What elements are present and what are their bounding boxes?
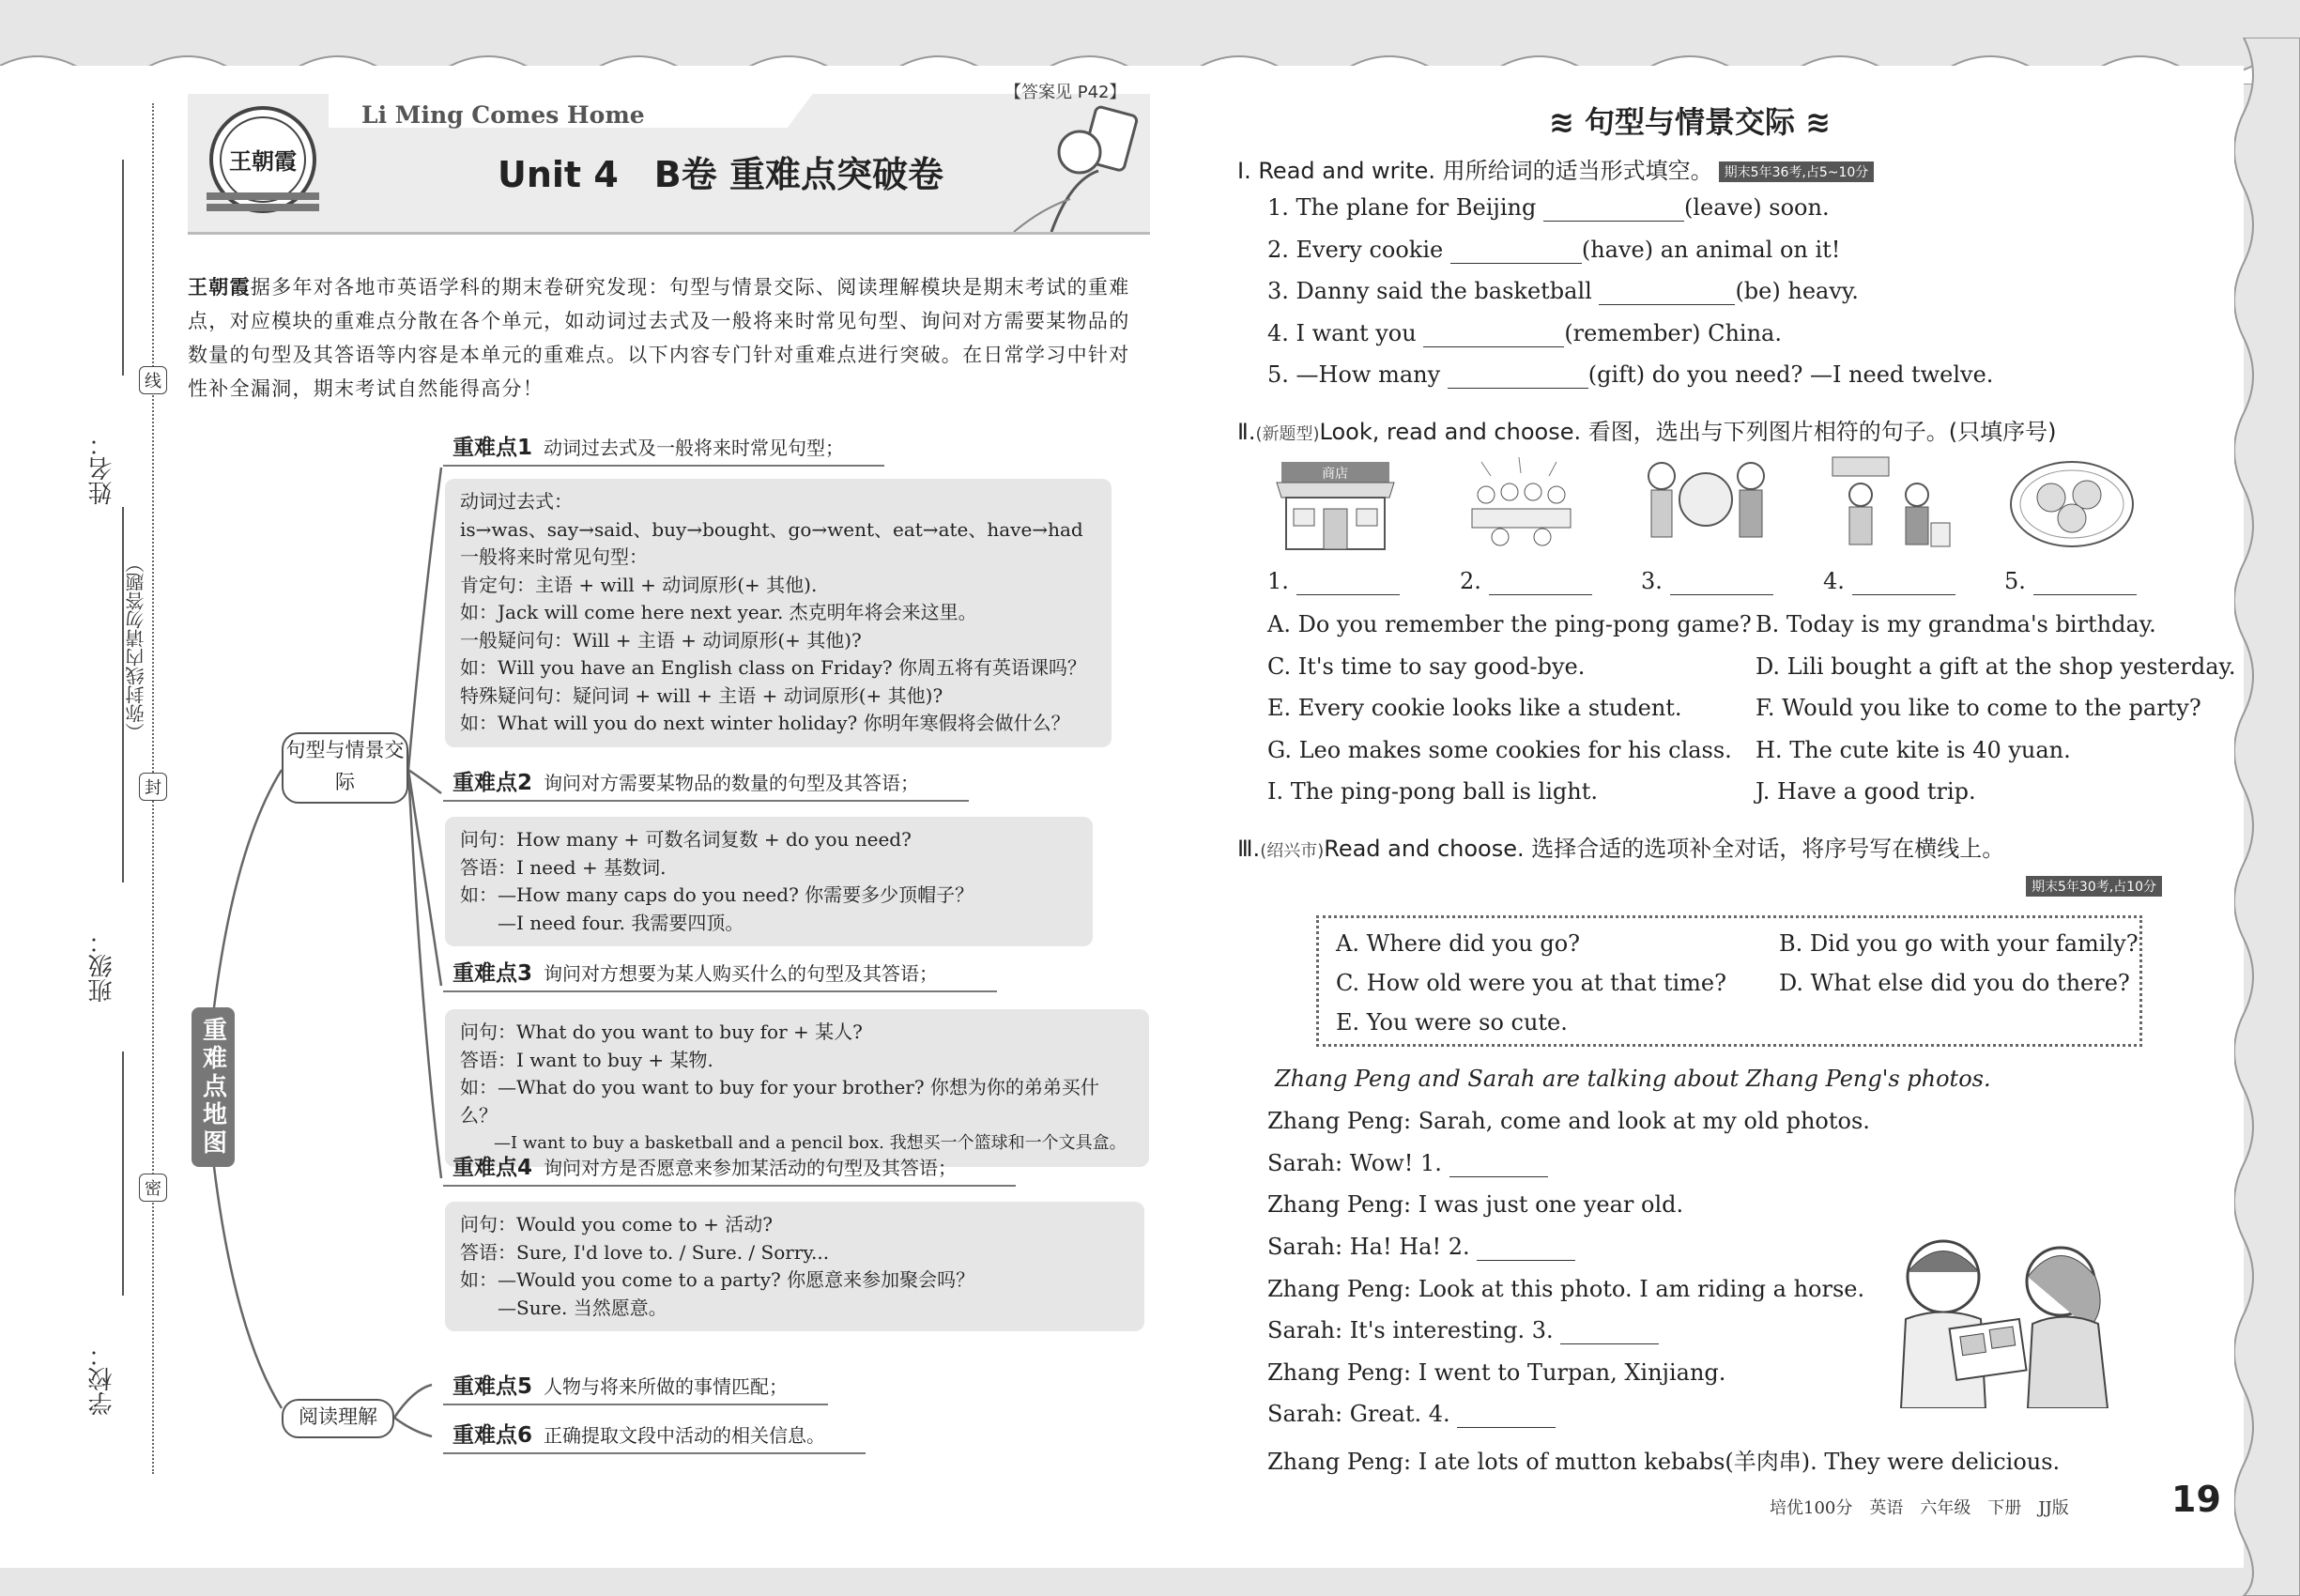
key-point-3: 重难点3 询问对方想要为某人购买什么的句型及其答语； [452, 956, 938, 987]
class-line[interactable] [122, 507, 124, 882]
class-label: 班级： [88, 929, 116, 1003]
box-past-future: 动词过去式： is→was、say→said、buy→bought、go→went、eat→ate、have→had 一般将来时常见句型： 肯定句：主语 + will + 动词原形(+ 其他). 如：Jack will come here next year. 杰克明年将会来这里。 一般疑问句：Will + 主语 + 动词原形(+ 其他)? 如：Will you have an English class on Friday? 你周五将有英语课吗？ 特殊疑问句：疑问词 + will + 主语 + 动词原形(+ 其他)? 如：What will you do next winter holiday? 你明年寒假将会做什么？ [445, 479, 1112, 747]
key-point-1: 重难点1 动词过去式及一般将来时常见句型； [452, 430, 844, 461]
dialogue-line-5: Zhang Peng: Look at this photo. I am riding a horse. [1267, 1276, 1865, 1302]
picture-answer-1: 1. [1267, 568, 1400, 595]
picture-answer-2: 2. [1460, 568, 1592, 595]
name-line[interactable] [122, 160, 124, 376]
dialogue-line-6: Sarah: It's interesting. 3. [1267, 1317, 1659, 1344]
dialogue-line-1: Zhang Peng: Sarah, come and look at my old photos. [1267, 1108, 1870, 1134]
picture-answer-4: 4. [1823, 568, 1955, 595]
option-c: C. It's time to say good-bye. [1267, 653, 1586, 680]
unit-header [188, 83, 1150, 235]
box-would-you: 问句：Would you come to + 活动? 答语：Sure, I'd love to. / Sure. / Sorry... 如：—Would you come to a party? 你愿意来参加聚会吗？ —Sure. 当然愿意。 [445, 1202, 1144, 1331]
intro-paragraph [188, 270, 1150, 406]
lesson-subtitle: Li Ming Comes Home [361, 101, 645, 129]
mindmap-root: 重难点地图 [192, 1007, 235, 1167]
option-h: H. The cute kite is 40 yuan. [1756, 737, 2071, 763]
choice-box [1316, 915, 2142, 1047]
option-g: G. Leo makes some cookies for his class. [1267, 737, 1732, 763]
box-buy-for: 问句：What do you want to buy for + 某人? 答语：I want to buy + 某物. 如：—What do you want to buy for your brother? 你想为你的弟弟买什么？ —I want to buy a basketball and a pencil box. 我想买一个篮球和一个文具盒。 [445, 1009, 1149, 1167]
blank-3[interactable] [1599, 278, 1735, 305]
page-title: Unit 4 B卷 重难点突破卷 [498, 154, 943, 195]
brand-logo-icon [207, 103, 319, 216]
blank-5[interactable] [1448, 361, 1588, 389]
seal-seal: 封 [139, 773, 167, 801]
svg-text:商店: 商店 [1322, 467, 1348, 482]
node-sentence-patterns: 句型与情景交际 [282, 732, 408, 804]
part3-tag: 期末5年30考,占10分 [2026, 876, 2162, 897]
box-how-many: 问句：How many + 可数名词复数 + do you need? 答语：I need + 基数词. 如：—How many caps do you need? 你需要多少顶帽子？ —I need four. 我需要四顶。 [445, 817, 1093, 946]
binding-notice: （弥封线内请勿答题） [125, 554, 147, 742]
picture-shop-icon [1267, 453, 1403, 556]
option-f: F. Would you like to come to the party? [1756, 695, 2201, 721]
dialogue-line-9: Zhang Peng: I ate lots of mutton kebabs(羊肉串). They were delicious. [1267, 1449, 2061, 1475]
footer-info: 培优100分 英语 六年级 下册 JJ版 [1770, 1498, 2069, 1518]
seal-line: 线 [139, 366, 167, 394]
school-label: 学校： [88, 1343, 116, 1416]
dialogue-line-8: Sarah: Great. 4. [1267, 1401, 1556, 1428]
blank-4[interactable] [1423, 320, 1564, 347]
dialogue-intro: Zhang Peng and Sarah are talking about Zhang Peng's photos. [1275, 1066, 1991, 1092]
choice-c: C. How old were you at that time? [1336, 970, 1726, 996]
wavy-right-edge [2234, 38, 2300, 1596]
picture-children-icon [1638, 453, 1774, 556]
picture-airport-icon [1823, 453, 1959, 556]
option-d: D. Lili bought a gift at the shop yesterday. [1756, 653, 2236, 680]
key-point-5: 重难点5 人物与将来所做的事情匹配； [452, 1369, 788, 1400]
logo-text: 王朝霞 [229, 147, 297, 175]
choice-d: D. What else did you do there? [1779, 970, 2130, 996]
picture-answer-3: 3. [1641, 568, 1773, 595]
choice-e: E. You were so cute. [1336, 1009, 1568, 1036]
option-e: E. Every cookie looks like a student. [1267, 695, 1682, 721]
page-number: 19 [2171, 1479, 2221, 1520]
seal-secret: 密 [139, 1174, 167, 1202]
intro-brand: 王朝霞 [188, 275, 251, 299]
robot-illustration-icon [995, 105, 1145, 232]
node-reading: 阅读理解 [282, 1399, 394, 1438]
choice-b: B. Did you go with your family? [1779, 930, 2139, 957]
picture-answer-5: 5. [2004, 568, 2137, 595]
blank-1[interactable] [1543, 194, 1684, 222]
blank-2[interactable] [1450, 237, 1582, 264]
binding-strip [84, 103, 160, 1474]
dialogue-line-7: Zhang Peng: I went to Turpan, Xinjiang. [1267, 1359, 1726, 1386]
answer-reference: 【答案见 P42】 [1004, 83, 1127, 102]
key-point-4: 重难点4 询问对方是否愿意来参加某活动的句型及其答语； [452, 1150, 957, 1181]
name-label: 姓名： [88, 432, 116, 505]
key-point-2: 重难点2 询问对方需要某物品的数量的句型及其答语； [452, 765, 919, 796]
option-a: A. Do you remember the ping-pong game? [1267, 611, 1752, 637]
kids-photo-illustration-icon [1878, 1235, 2126, 1408]
part1-heading: Ⅰ. Read and write. 用所给词的适当形式填空。 期末5年36考,占5~10分 [1237, 152, 1874, 185]
section-title: ≋ 句型与情景交际 ≋ [1549, 104, 1831, 140]
picture-party-icon [1453, 453, 1589, 556]
dialogue-line-3: Zhang Peng: I was just one year old. [1267, 1191, 1684, 1218]
intro-text: 据多年对各地市英语学科的期末卷研究发现：句型与情景交际、阅读理解模块是期末考试的重难点，对应模块的重难点分散在各个单元，如动词过去式及一般将来时常见句型、询问对方需要某物品的数量的句型及其答语等内容是本单元的重难点。以下内容专门针对重难点进行突破。在日常学习中针对性补全漏洞，期末考试自然能得高分！ [188, 276, 1130, 400]
part1-item-4: 4. I want you (remember) China. [1267, 320, 1782, 346]
school-line[interactable] [122, 1051, 124, 1296]
part2-heading: Ⅱ.(新题型)Look, read and choose. 看图，选出与下列图片相符的句子。(只填序号) [1237, 419, 2057, 445]
picture-cookies-icon [2004, 453, 2140, 556]
part1-item-5: 5. —How many (gift) do you need? —I need twelve. [1267, 361, 1994, 388]
option-i: I. The ping-pong ball is light. [1267, 778, 1598, 805]
dialogue-line-4: Sarah: Ha! Ha! 2. [1267, 1234, 1575, 1261]
part1-item-1: 1. The plane for Beijing (leave) soon. [1267, 194, 1830, 221]
choice-a: A. Where did you go? [1336, 930, 1581, 957]
dialogue-line-2: Sarah: Wow! 1. [1267, 1150, 1548, 1177]
part1-item-2: 2. Every cookie (have) an animal on it! [1267, 237, 1841, 263]
part1-item-3: 3. Danny said the basketball (be) heavy. [1267, 278, 1859, 304]
part3-heading: Ⅲ.(绍兴市)Read and choose. 选择合适的选项补全对话，将序号写在横线上。 [1237, 836, 2005, 862]
option-j: J. Have a good trip. [1756, 778, 1976, 805]
option-b: B. Today is my grandma's birthday. [1756, 611, 2156, 637]
key-point-6: 重难点6 正确提取文段中活动的相关信息。 [452, 1418, 825, 1449]
